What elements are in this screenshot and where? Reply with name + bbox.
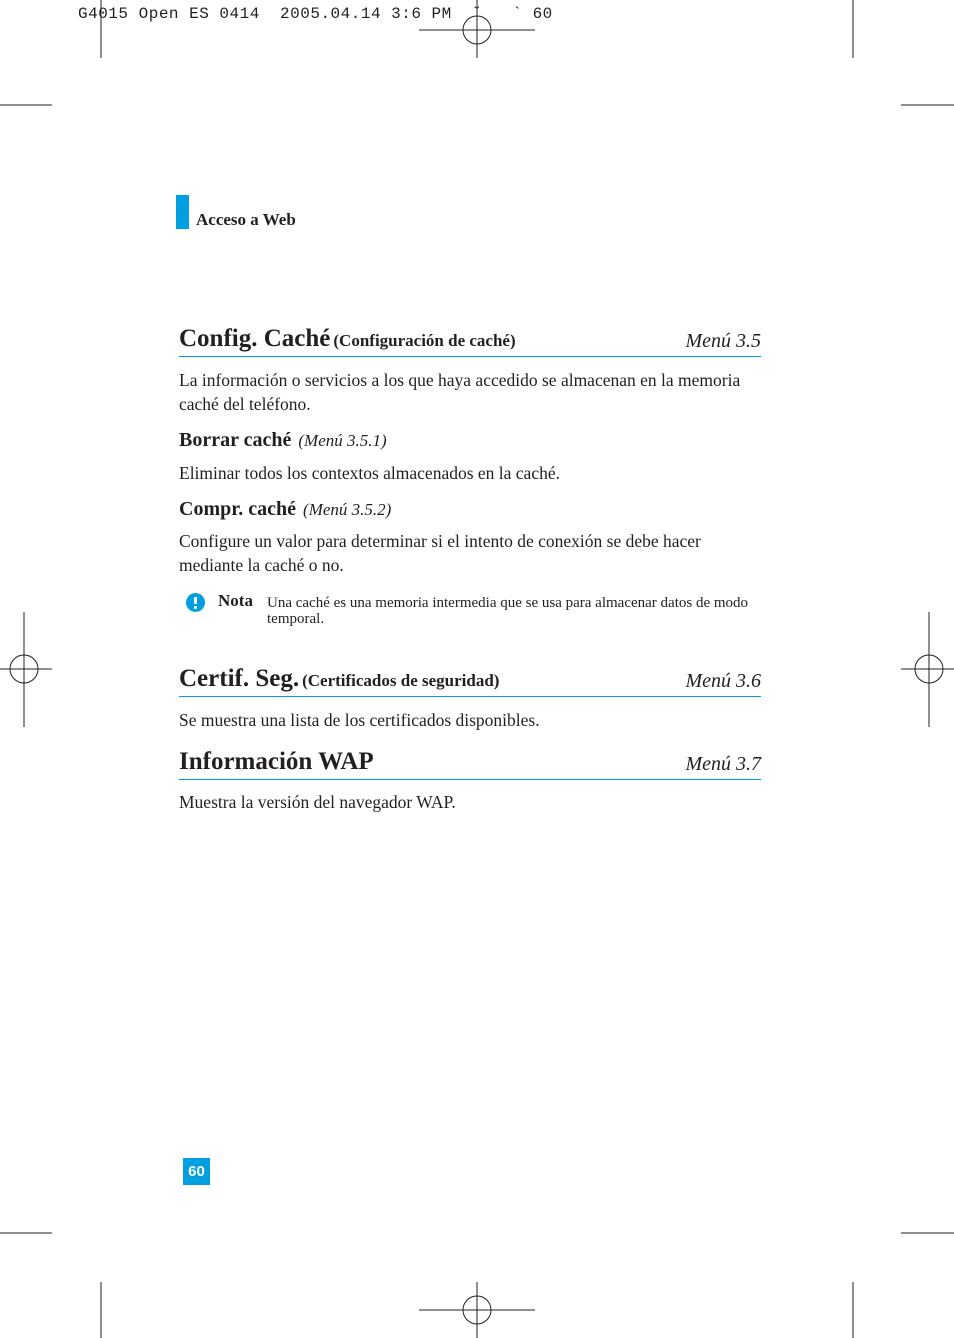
info-wap-menu: Menú 3.7 [685, 753, 761, 775]
borrar-cache-heading [179, 429, 387, 452]
borrar-cache-description: Eliminar todos los contextos almacenados en la caché. [179, 463, 560, 483]
certif-seg-description: Se muestra una lista de los certificados disponibles. [179, 710, 540, 730]
config-cache-heading [179, 326, 761, 357]
section-label: Acceso a Web [196, 210, 296, 229]
certif-seg-title: Certif. Seg. [179, 665, 300, 692]
note-text: Una caché es una memoria intermedia que se usa para almacenar datos de modo temporal. [267, 595, 749, 627]
config-cache-title: Config. Caché [179, 325, 331, 352]
compr-cache-heading [179, 498, 391, 521]
certif-seg-subtitle: (Certificados de seguridad) [302, 671, 500, 690]
compr-cache-title: Compr. caché [179, 498, 297, 520]
exclamation-icon [186, 593, 205, 612]
print-header: G4015 Open ES 0414 2005.04.14 3:6 PM ˘ ` 60 [78, 5, 553, 23]
compr-cache-description: Configure un valor para determinar si el intento de conexión se debe hacer mediante la caché o no. [179, 531, 701, 575]
borrar-cache-title: Borrar caché [179, 429, 292, 451]
certif-seg-menu: Menú 3.6 [685, 670, 761, 692]
info-wap-title: Información WAP [179, 748, 374, 775]
config-cache-subtitle: (Configuración de caché) [333, 331, 516, 350]
borrar-cache-menu: (Menú 3.5.1) [298, 431, 387, 450]
section-tab [176, 195, 189, 229]
config-cache-menu: Menú 3.5 [685, 330, 761, 352]
info-wap-description: Muestra la versión del navegador WAP. [179, 792, 456, 812]
config-cache-description: La información o servicios a los que haya accedido se almacenan en la memoria caché del teléfono. [179, 370, 741, 414]
info-wap-heading [179, 749, 761, 780]
compr-cache-menu: (Menú 3.5.2) [303, 500, 392, 519]
note-label: Nota [218, 591, 253, 610]
page-number: 60 [183, 1158, 210, 1185]
certif-seg-heading [179, 666, 761, 697]
